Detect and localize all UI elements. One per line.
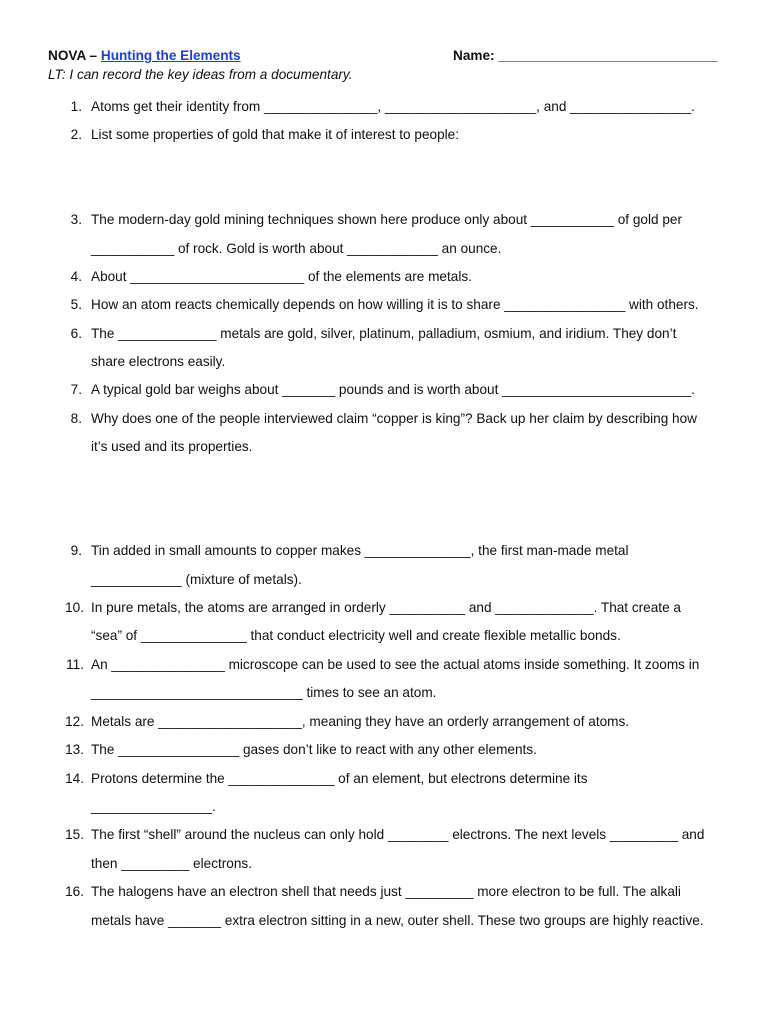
question-number: 10. [65,600,84,615]
learning-target: LT: I can record the key ideas from a documentary. [48,67,353,82]
question-line: List some properties of gold that make it of interest to people: [91,127,459,142]
question-line: The first “shell” around the nucleus can only hold ________ electrons. The next levels _________ and [91,827,705,842]
question-number: 11. [66,657,84,672]
question-number: 16. [65,884,84,899]
question-number: 1. [70,99,82,114]
question-line: Tin added in small amounts to copper makes ______________, the first man-made metal [91,543,629,558]
question-line: metals have _______ extra electron sitting in a new, outer shell. These two groups are highly reactive. [91,913,704,928]
question-number: 2. [70,127,82,142]
question-line: About _______________________ of the elements are metals. [91,269,472,284]
question-line: A typical gold bar weighs about _______ pounds and is worth about _________________________. [91,382,695,397]
question-line: ____________________________ times to see an atom. [91,685,437,700]
question-line: Atoms get their identity from _______________, ____________________, and ________________. [91,99,695,114]
documentary-title-link[interactable]: Hunting the Elements [100,48,241,63]
question-line: The ________________ gases don’t like to react with any other elements. [91,742,537,757]
question-line: How an atom reacts chemically depends on how willing it is to share ________________ with others. [91,297,699,312]
question-line: “sea” of ______________ that conduct electricity well and create flexible metallic bonds. [91,628,621,643]
question-line: ____________ (mixture of metals). [91,572,302,587]
question-line: ________________. [91,799,216,814]
question-number: 7. [70,382,82,397]
question-number: 6. [70,326,82,341]
question-line: share electrons easily. [91,354,226,369]
worksheet-header [48,48,728,68]
question-line: Why does one of the people interviewed claim “copper is king”? Back up her claim by describing how [91,411,697,426]
question-number: 12. [65,714,84,729]
question-number: 5. [70,297,82,312]
question-line: then _________ electrons. [91,856,252,871]
question-number: 14. [65,771,84,786]
question-line: An _______________ microscope can be used to see the actual atoms inside something. It zooms in [91,657,700,672]
question-line: The _____________ metals are gold, silver, platinum, palladium, osmium, and iridium. They don’t [91,326,677,341]
question-line: it’s used and its properties. [91,439,253,454]
question-number: 8. [70,411,82,426]
title-prefix: NOVA – [48,48,101,63]
question-line: The modern-day gold mining techniques shown here produce only about ___________ of gold per [91,212,682,227]
question-line: The halogens have an electron shell that needs just _________ more electron to be full. The alkali [91,884,681,899]
question-line: Metals are ___________________, meaning they have an orderly arrangement of atoms. [91,714,630,729]
question-line: Protons determine the ______________ of an element, but electrons determine its [91,771,588,786]
question-number: 13. [65,742,84,757]
question-number: 15. [65,827,84,842]
question-number: 3. [70,212,82,227]
name-field-label[interactable]: Name: _____________________________ [453,48,718,63]
question-number: 9. [70,543,82,558]
question-line: ___________ of rock. Gold is worth about ____________ an ounce. [91,241,502,256]
question-line: In pure metals, the atoms are arranged in orderly __________ and _____________. That create a [91,600,681,615]
question-number: 4. [70,269,82,284]
